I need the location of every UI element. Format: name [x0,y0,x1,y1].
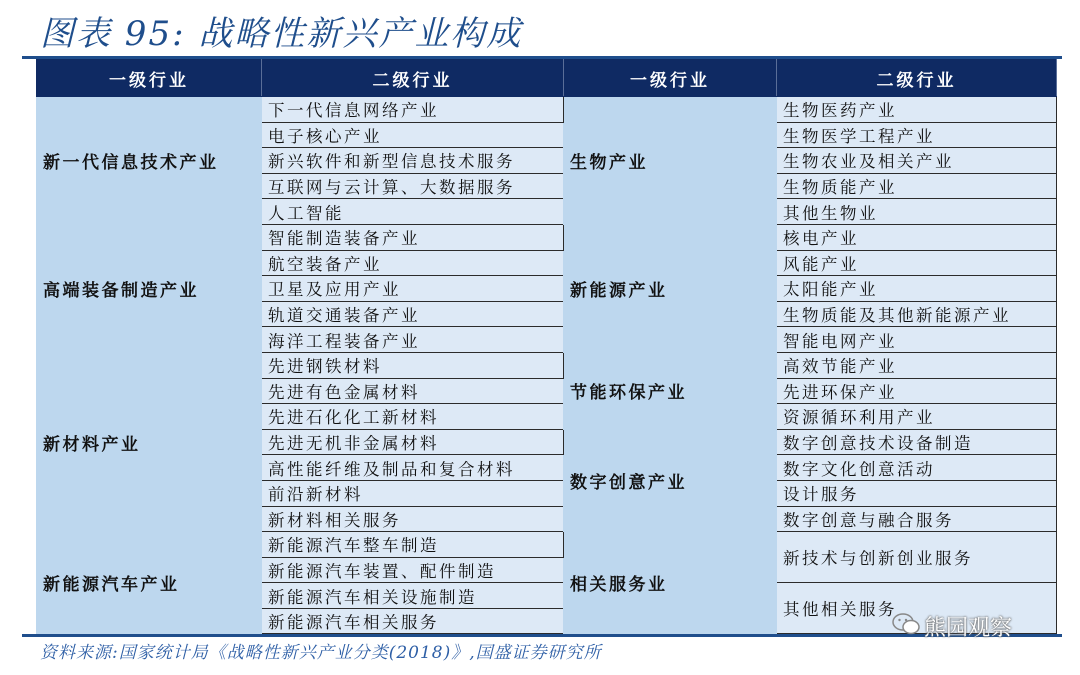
main-industry-cell: 新材料产业 [37,352,262,531]
sub-industry-cell: 新兴软件和新型信息技术服务 [262,148,564,174]
sub-industry-cell: 航空装备产业 [262,250,564,276]
sub-industry-cell: 智能电网产业 [777,327,1057,353]
main-industry-cell: 相关服务业 [564,532,777,634]
header-level1-left: 一级行业 [37,60,262,97]
sub-industry-cell: 轨道交通装备产业 [262,301,564,327]
sub-industry-cell: 其他生物业 [777,199,1057,225]
main-industry-cell: 高端装备制造产业 [37,224,262,352]
header-level1-right: 一级行业 [564,60,777,97]
table-row [37,97,1057,123]
table-row [37,532,1057,558]
header-level2-right: 二级行业 [777,60,1057,97]
main-industry-cell: 新能源产业 [564,224,777,352]
sub-industry-cell: 先进环保产业 [777,378,1057,404]
header-row [37,60,1057,97]
sub-industry-cell: 卫星及应用产业 [262,276,564,302]
table-row [37,224,1057,250]
sub-industry-cell: 生物医学工程产业 [777,122,1057,148]
sub-industry-cell: 高性能纤维及制品和复合材料 [262,455,564,481]
sub-industry-cell: 资源循环利用产业 [777,404,1057,430]
sub-industry-cell: 生物质能产业 [777,173,1057,199]
sub-industry-cell: 人工智能 [262,199,564,225]
sub-industry-cell: 生物农业及相关产业 [777,148,1057,174]
main-industry-cell: 新一代信息技术产业 [37,97,262,225]
main-industry-cell: 节能环保产业 [564,352,777,429]
sub-industry-cell: 新能源汽车相关设施制造 [262,583,564,609]
sub-industry-cell: 电子核心产业 [262,122,564,148]
source-note: 资料来源:国家统计局《战略性新兴产业分类(2018)》,国盛证券研究所 [40,643,602,663]
header-level2-left: 二级行业 [262,60,564,97]
sub-industry-cell: 先进钢铁材料 [262,352,564,378]
table-row [37,352,1057,378]
sub-industry-cell: 先进有色金属材料 [262,378,564,404]
sub-industry-cell: 先进石化化工新材料 [262,404,564,430]
watermark-text: 熊园观察 [924,616,1013,641]
sub-industry-cell: 太阳能产业 [777,276,1057,302]
sub-industry-cell: 互联网与云计算、大数据服务 [262,173,564,199]
sub-industry-cell: 设计服务 [777,480,1057,506]
sub-industry-cell: 新能源汽车整车制造 [262,532,564,558]
sub-industry-cell: 下一代信息网络产业 [262,97,564,123]
main-industry-cell: 数字创意产业 [564,429,777,531]
sub-industry-cell: 生物医药产业 [777,97,1057,123]
main-industry-cell: 生物产业 [564,97,777,225]
sub-industry-cell: 新技术与创新创业服务 [777,532,1057,583]
figure-title: 图表 95: 战略性新兴产业构成 [40,14,523,54]
sub-industry-cell: 新材料相关服务 [262,506,564,532]
main-industry-cell: 新能源汽车产业 [37,532,262,634]
sub-industry-cell: 核电产业 [777,224,1057,250]
sub-industry-cell: 数字创意技术设备制造 [777,429,1057,455]
sub-industry-cell: 新能源汽车装置、配件制造 [262,557,564,583]
sub-industry-cell: 数字文化创意活动 [777,455,1057,481]
sub-industry-cell: 风能产业 [777,250,1057,276]
sub-industry-cell: 高效节能产业 [777,352,1057,378]
sub-industry-cell: 数字创意与融合服务 [777,506,1057,532]
sub-industry-cell: 智能制造装备产业 [262,224,564,250]
sub-industry-cell: 新能源汽车相关服务 [262,608,564,634]
sub-industry-cell: 先进无机非金属材料 [262,429,564,455]
sub-industry-cell: 生物质能及其他新能源产业 [777,301,1057,327]
industry-table [36,59,1057,634]
wechat-icon [892,612,920,642]
sub-industry-cell: 前沿新材料 [262,480,564,506]
sub-industry-cell: 其他相关服务 [777,583,1057,634]
sub-industry-cell: 海洋工程装备产业 [262,327,564,353]
watermark [892,611,1012,642]
